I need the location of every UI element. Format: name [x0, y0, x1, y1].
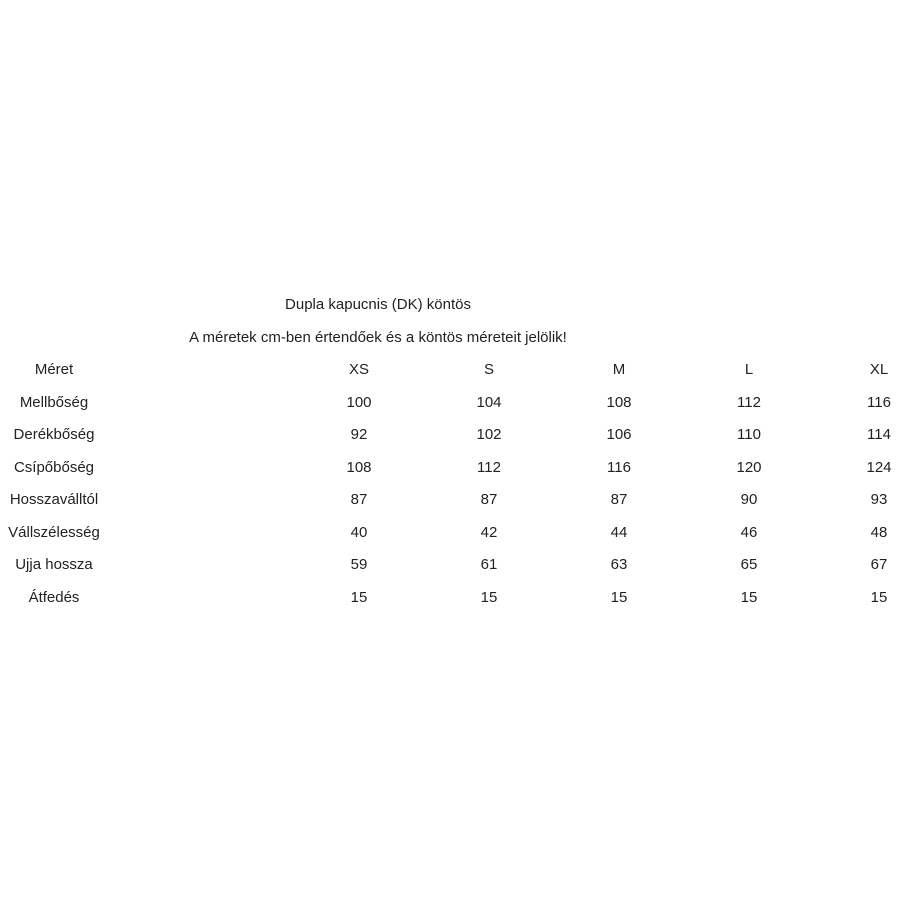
- table-row: [0, 456, 900, 480]
- row-label: Vállszélesség: [8, 524, 100, 541]
- table-cell: 100: [346, 394, 372, 411]
- table-cell: 63: [610, 556, 628, 573]
- table-cell: 102: [476, 426, 502, 443]
- row-label: Mellbőség: [19, 394, 89, 411]
- row-label: Ujja hossza: [15, 556, 93, 573]
- table-cell: 116: [607, 459, 631, 476]
- table-row: [0, 586, 900, 610]
- table-header-row: [0, 358, 900, 382]
- table-cell: 114: [867, 426, 891, 443]
- table-cell: 67: [870, 556, 888, 573]
- table-cell: 87: [350, 491, 368, 508]
- measurement-note: A méretek cm-ben értendőek és a köntös méreteit jelölik!: [189, 329, 567, 346]
- table-cell: 65: [740, 556, 758, 573]
- table-cell: 108: [606, 394, 632, 411]
- table-cell: 104: [476, 394, 502, 411]
- table-cell: 15: [870, 589, 888, 606]
- table-row: [0, 553, 900, 577]
- table-cell: 87: [480, 491, 498, 508]
- table-cell: 15: [350, 589, 368, 606]
- row-label: Derékbőség: [13, 426, 95, 443]
- table-cell: 87: [610, 491, 628, 508]
- table-row: [0, 391, 900, 415]
- table-cell: 46: [740, 524, 758, 541]
- table-cell: 112: [737, 394, 761, 411]
- table-cell: 93: [870, 491, 888, 508]
- row-label: Csípőbőség: [13, 459, 95, 476]
- table-cell: 108: [346, 459, 372, 476]
- table-row: [0, 423, 900, 447]
- table-cell: 116: [867, 394, 891, 411]
- table-cell: 40: [350, 524, 368, 541]
- table-cell: 120: [736, 459, 762, 476]
- table-cell: 59: [350, 556, 368, 573]
- table-cell: 15: [480, 589, 498, 606]
- table-cell: 42: [480, 524, 498, 541]
- table-cell: 124: [866, 459, 892, 476]
- table-cell: 48: [870, 524, 888, 541]
- row-label: Hosszaválltól: [9, 491, 99, 508]
- table-cell: 112: [477, 459, 501, 476]
- size-header-xs: XS: [348, 361, 369, 378]
- size-header-m: M: [612, 361, 626, 378]
- table-cell: 61: [480, 556, 498, 573]
- table-cell: 15: [740, 589, 758, 606]
- size-header-l: L: [744, 361, 754, 378]
- table-row: [0, 488, 900, 512]
- table-cell: 90: [740, 491, 758, 508]
- table-cell: 92: [350, 426, 368, 443]
- table-row: [0, 521, 900, 545]
- row-label: Átfedés: [28, 589, 80, 606]
- table-cell: 106: [606, 426, 632, 443]
- table-cell: 110: [737, 426, 761, 443]
- table-cell: 44: [610, 524, 628, 541]
- chart-title: Dupla kapucnis (DK) köntös: [285, 296, 471, 313]
- table-cell: 15: [610, 589, 628, 606]
- size-column-header: Méret: [34, 361, 74, 378]
- size-header-s: S: [483, 361, 494, 378]
- size-header-xl: XL: [869, 361, 889, 378]
